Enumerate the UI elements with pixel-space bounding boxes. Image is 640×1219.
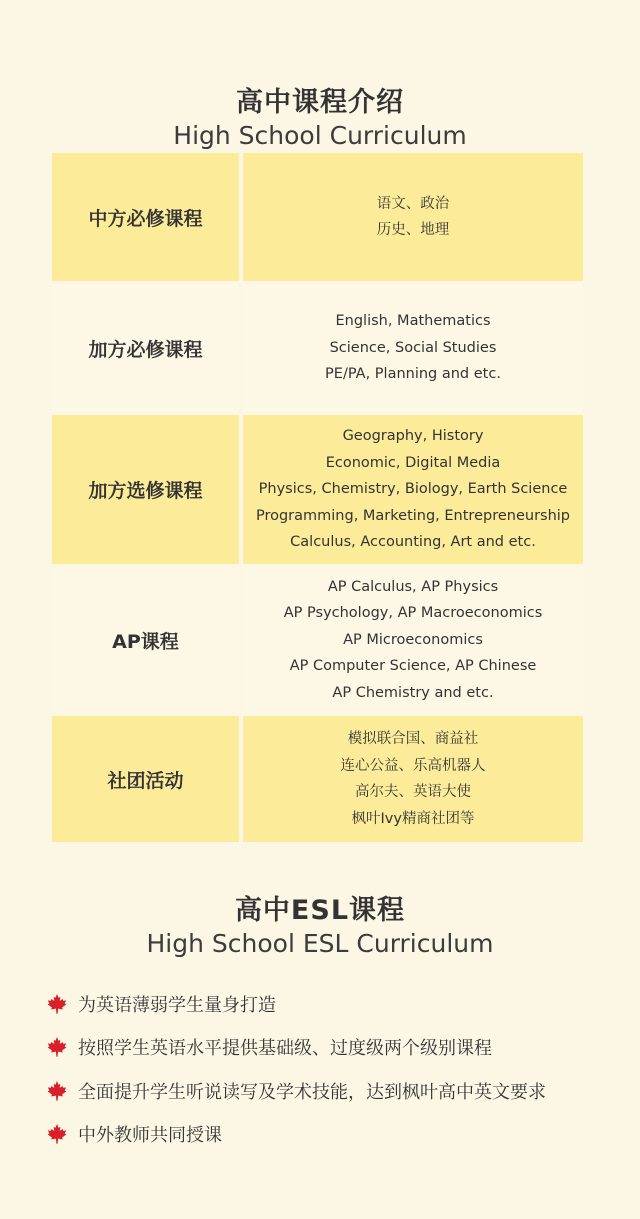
row-line: AP Chemistry and etc. — [332, 684, 494, 701]
row-line: Programming, Marketing, Entrepreneurship — [255, 507, 571, 524]
row-content — [243, 716, 583, 842]
esl-feature-list — [46, 982, 626, 1156]
curriculum-header — [0, 80, 640, 150]
esl-header — [0, 888, 640, 958]
row-line: AP Microeconomics — [343, 631, 483, 648]
row-content — [243, 567, 583, 713]
row-line: 枫叶Ivy精商社团等 — [351, 810, 475, 827]
list-item-text: 为英语薄弱学生量身打造 — [78, 994, 276, 1016]
section-title-en: High School Curriculum — [173, 121, 467, 150]
list-item — [46, 1113, 626, 1157]
list-item-text: 全面提升学生听说读写及学术技能，达到枫叶高中英文要求 — [78, 1081, 546, 1103]
row-line: Calculus, Accounting, Art and etc. — [290, 534, 536, 551]
row-line: 高尔夫、英语大使 — [355, 784, 471, 800]
row-line: Economic, Digital Media — [325, 454, 501, 471]
row-content — [243, 284, 583, 412]
row-label: 社团活动 — [52, 716, 239, 842]
row-label: 中方必修课程 — [52, 153, 239, 281]
maple-leaf-icon — [46, 1123, 68, 1145]
curriculum-table — [52, 153, 583, 842]
list-item — [46, 1026, 626, 1070]
row-line: English, Mathematics — [335, 313, 491, 330]
table-row-cn-required — [52, 153, 583, 281]
list-item — [46, 1069, 626, 1113]
row-line: 连心公益、乐高机器人 — [340, 757, 486, 774]
list-item-text: 按照学生英语水平提供基础级、过度级两个级别课程 — [78, 1038, 492, 1060]
table-row-ca-elective — [52, 415, 583, 564]
row-line: AP Calculus, AP Physics — [327, 578, 499, 595]
maple-leaf-icon — [46, 1080, 68, 1102]
maple-leaf-icon — [46, 1036, 68, 1058]
row-line: 历史、地理 — [376, 222, 450, 238]
list-item-text: 中外教师共同授课 — [78, 1125, 222, 1147]
section-title-zh: 高中课程介绍 — [236, 87, 404, 118]
row-line: Geography, History — [342, 428, 484, 445]
row-line: Science, Social Studies — [329, 339, 497, 356]
row-label: 加方必修课程 — [52, 284, 239, 412]
table-row-ca-required — [52, 284, 583, 412]
maple-leaf-icon — [46, 993, 68, 1015]
table-row-clubs — [52, 716, 583, 842]
section-title-en: High School ESL Curriculum — [146, 929, 494, 958]
row-line: 语文、政治 — [376, 195, 450, 212]
table-row-ap — [52, 567, 583, 713]
row-content — [243, 153, 583, 281]
row-label: AP课程 — [52, 567, 239, 713]
list-item — [46, 982, 626, 1026]
section-title-zh: 高中ESL课程 — [234, 895, 406, 926]
row-line: AP Psychology, AP Macroeconomics — [283, 605, 543, 622]
row-line: Physics, Chemistry, Biology, Earth Science — [258, 481, 568, 498]
row-line: 模拟联合国、商益社 — [347, 731, 479, 747]
row-line: AP Computer Science, AP Chinese — [289, 658, 537, 675]
row-content — [243, 415, 583, 564]
row-line: PE/PA, Planning and etc. — [325, 366, 501, 383]
row-label: 加方选修课程 — [52, 415, 239, 564]
